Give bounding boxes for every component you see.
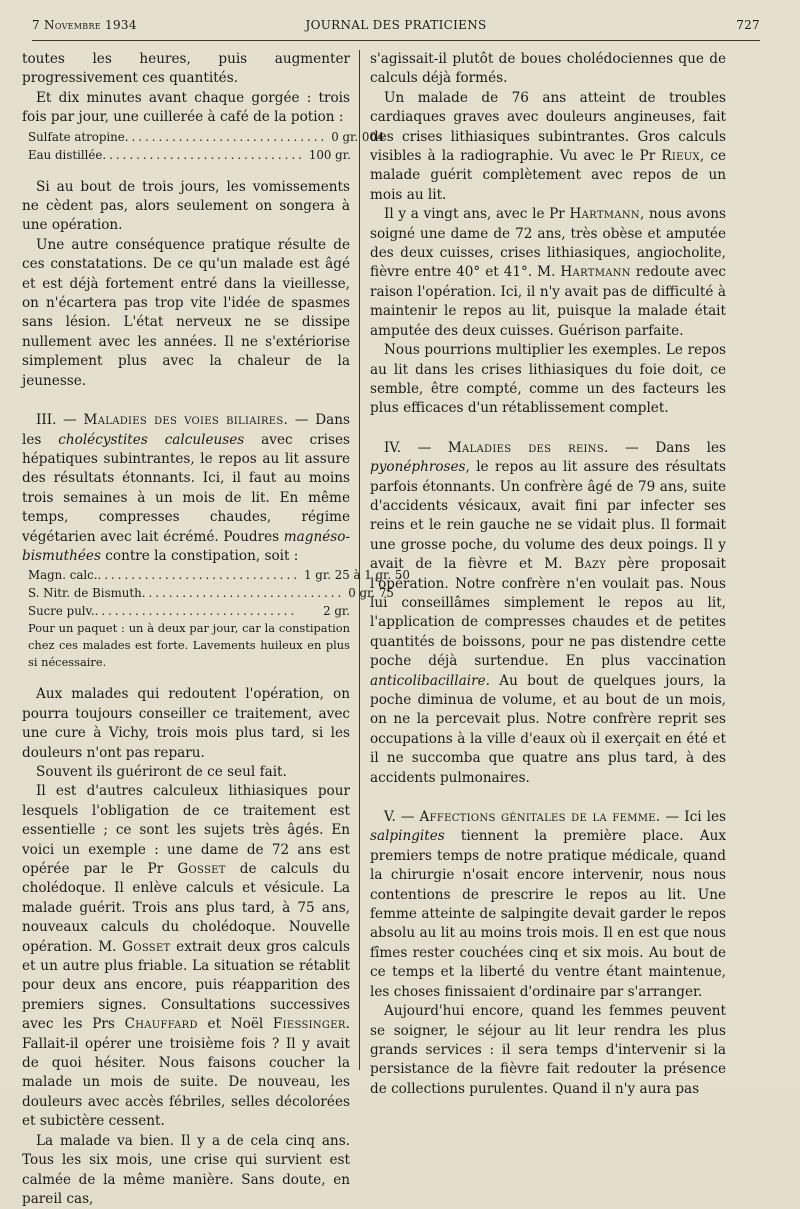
ingredient-name: Sulfate atropine: [28, 129, 125, 144]
text-run: contre la constipation, soit :: [100, 547, 299, 564]
text-run: tiennent la première place. Aux premiers temps de notre pratique médicale, quand la chirurgie n'osait encore intervenir, nous nous contentions de prescrire le repos au lit. Une femme atteinte de salpingite devait garder le repos absolu au lit au moins trois mois. Il en est que nous fîmes rester couchées cinq et six mois. Au bout de ce temps et la liberté du ventre étant maintenue, les choses finissaient d'ordinaire par s'arranger.: [370, 828, 726, 1000]
text-run: , le repos au lit assure des résultats parfois étonnants. Un confrère âgé de 79 ans, suite d'accidents vésicaux, avait fini par infecter ses reins et le rein gauche ne se vidait plus. Il formait une grosse poche, du volume des deux poings. Il y avait de la fièvre et M.: [370, 459, 726, 573]
section-genital: [370, 808, 726, 1002]
text-run: — Dans les: [608, 439, 726, 456]
text-run: de calculs du cholédoque. Il enlève calculs et vésicule. La malade guérit. Trois ans plus tard, à 75 ans, nouveaux calculs du cholédoque. Nouvelle opération. M.: [22, 861, 350, 955]
issue-date: 7 Novembre 1934: [32, 18, 137, 32]
text-run: — Ici les: [660, 809, 727, 826]
ingredient-quantity: 100 gr.: [308, 147, 351, 162]
ingredient-quantity: 0 gr. 75: [348, 586, 394, 601]
paragraph: La malade va bien. Il y a de cela cinq ans. Tous les six mois, une crise qui survient est calmée de la même manière. Sans doute, en pareil cas,: [22, 1132, 350, 1207]
prescription-line: [28, 602, 350, 620]
paragraph-case-hartmann: [370, 205, 726, 341]
prescription-line: [28, 566, 410, 584]
italic-term: pyonéphroses: [370, 459, 466, 476]
text-run: extrait deux gros calculs et un autre plus friable. La situation se rétablit pour deux ans encore, puis réapparition des premiers signes. Consultations successives avec les Prs: [22, 938, 350, 1033]
paragraph: Aux malades qui redoutent l'opération, on pourra toujours conseiller ce traitement, avec une cure à Vichy, trois mois plus tard, si les douleurs n'ont pas reparu.: [22, 686, 350, 761]
right-column: [370, 50, 727, 1097]
paragraph: Aujourd'hui encore, quand les femmes peuvent se soigner, le séjour au lit leur rendra les plus grands services : il sera temps d'intervenir si la persistance de la fièvre fait redouter la présence de collections purulentes. Quand il n'y aura pas: [370, 1003, 726, 1097]
paragraph-case-rieux: [370, 89, 726, 205]
text-run: et Noël: [197, 1016, 273, 1033]
section-biliary: [22, 411, 350, 566]
text-run: Il est d'autres calculeux lithiasiques pour lesquels l'obligation de ce traitement est essentielle ; ce sont les sujets très âgés. En voici un exemple : une dame de 72 ans est opérée par le Pr: [22, 783, 350, 877]
section-title: Maladies des voies biliaires.: [83, 412, 289, 429]
paragraph: s'agissait-il plutôt de boues cholédociennes que de calculs déjà formés.: [370, 51, 726, 87]
section-number: III. —: [36, 412, 84, 429]
page-number: 727: [736, 18, 760, 32]
italic-term: cholécystites calculeuses: [58, 431, 245, 448]
paragraph: Si au bout de trois jours, les vomissements ne cèdent pas, alors seulement on songera à une opération.: [22, 178, 350, 234]
prescription-powders: [22, 566, 410, 620]
ingredient-quantity: 1 gr. 25 à 1 gr. 50: [304, 568, 410, 583]
section-number: IV. —: [384, 439, 448, 456]
paragraph: Et dix minutes avant chaque gorgée : trois fois par jour, une cuillerée à café de la potion :: [22, 89, 350, 126]
leader-dots: ..............................: [124, 129, 328, 144]
ingredient-name: Magn. calc.: [28, 568, 98, 583]
text-run: . Fallait-il opérer une troisième fois ? Il y avait de quoi hésiter. Nous faisons coucher la malade un mois de suite. De nouveau, les douleurs avec accès fébriles, selles décolorées et subictère cessent.: [22, 1016, 350, 1130]
section-kidneys: [370, 439, 726, 788]
ingredient-name: S. Nitr. de Bismuth: [28, 586, 142, 601]
section-number: V. —: [384, 809, 420, 826]
person-name: Hartmann: [569, 206, 640, 223]
italic-term: anticolibacillaire: [370, 672, 486, 689]
text-run: avec crises hépatiques subintrantes, le repos au lit assure des résultats étonnants. Ici, il faut au moins trois semaines à un mois de lit. En même temps, compresses chaudes, régime végétarien avec lait écrémé. Poudres: [22, 431, 350, 545]
ingredient-name: Eau distillée: [28, 147, 103, 162]
journal-title: JOURNAL DES PRATICIENS: [305, 18, 487, 32]
prescription-note: Pour un paquet : un à deux par jour, car la constipation chez ces malades est forte. Lavements huileux en plus si nécessaire.: [28, 621, 350, 670]
person-name: Hartmann: [560, 264, 631, 281]
paragraph: toutes les heures, puis augmenter progressivement ces quantités.: [22, 51, 350, 87]
person-name: Fiessinger: [272, 1016, 346, 1033]
person-name: Gosset: [122, 938, 171, 955]
prescription-atropine: [22, 128, 385, 164]
leader-dots: ..............................: [94, 604, 298, 619]
person-name: Rieux: [661, 148, 700, 165]
text-run: Il y a vingt ans, avec le Pr: [384, 206, 570, 223]
paragraph: Nous pourrions multiplier les exemples. Le repos au lit dans les crises lithiasiques du foie doit, ce semble, être compté, comme un des facteurs les plus efficaces d'un rétablissement complet.: [370, 342, 726, 417]
prescription-line: [28, 584, 394, 602]
prescription-line: [28, 146, 350, 164]
person-name: Chauffard: [124, 1016, 198, 1033]
running-header: [32, 18, 760, 38]
leader-dots: ..............................: [141, 586, 345, 601]
person-name: Bazy: [574, 556, 607, 573]
section-title: Maladies des reins.: [447, 439, 609, 456]
ingredient-name: Sucre pulv.: [28, 604, 95, 619]
text-run: redoute avec raison l'opération. Ici, il n'y avait pas de difficulté à maintenir le repos au lit, puisque la malade était amputée des deux cuisses. Guérison parfaite.: [370, 264, 726, 339]
ingredient-quantity: 2 gr.: [323, 604, 350, 619]
paragraph-case-gosset: [22, 782, 350, 1131]
text-run: , nous avons soigné une dame de 72 ans, très obèse et amputée des deux cuisses, crises lithiasiques, angiocholite, fièvre entre 40° et 41°. M.: [370, 206, 726, 281]
italic-term: magnéso-bismuthées: [22, 528, 350, 564]
paragraph: Souvent ils guériront de ce seul fait.: [36, 763, 287, 780]
italic-term: salpingites: [370, 828, 445, 845]
paragraph: Une autre conséquence pratique résulte de ces constatations. De ce qu'un malade est âgé et est déjà fortement entré dans la vieillesse, on n'écartera pas trop vite l'idée de spasmes sans lésion. L'état nerveux ne se dissipe nullement avec les années. Il ne s'extériorise simplement plus avec la chaleur de la jeunesse.: [22, 236, 350, 389]
text-run: . Au bout de quelques jours, la poche diminua de volume, et au bout de un mois, on ne la percevait plus. Notre confrère reprit ses occupations à la ville d'eaux où il exerçait en été et il ne succomba que quatre ans plus tard, à des accidents pulmonaires.: [370, 672, 726, 786]
text-run: père proposait l'opération. Notre confrère n'en voulait pas. Nous lui conseillâmes simplement le repos au lit, l'application de compresses chaudes et de petites quantités de boissons, pour ne pas distendre cette poche déjà surtendue. En plus vaccination: [370, 556, 727, 670]
prescription-line: [28, 128, 385, 146]
text-run: — Dans les: [22, 412, 350, 448]
column-divider: [359, 50, 360, 1070]
text-run: , ce malade guérit complètement avec repos de un mois au lit.: [370, 148, 726, 203]
ingredient-quantity: 0 gr. 004: [331, 129, 385, 144]
person-name: Gosset: [177, 861, 226, 877]
header-rule: [32, 40, 760, 41]
leader-dots: ..............................: [97, 568, 301, 583]
section-title: Affections génitales de la femme.: [419, 809, 661, 826]
leader-dots: ..............................: [102, 147, 305, 162]
text-run: Un malade de 76 ans atteint de troubles cardiaques graves avec douleurs angineuses, fait des crises lithiasiques subintrantes. Gros calculs visibles à la radiographie. Vu avec le Pr: [370, 89, 726, 165]
